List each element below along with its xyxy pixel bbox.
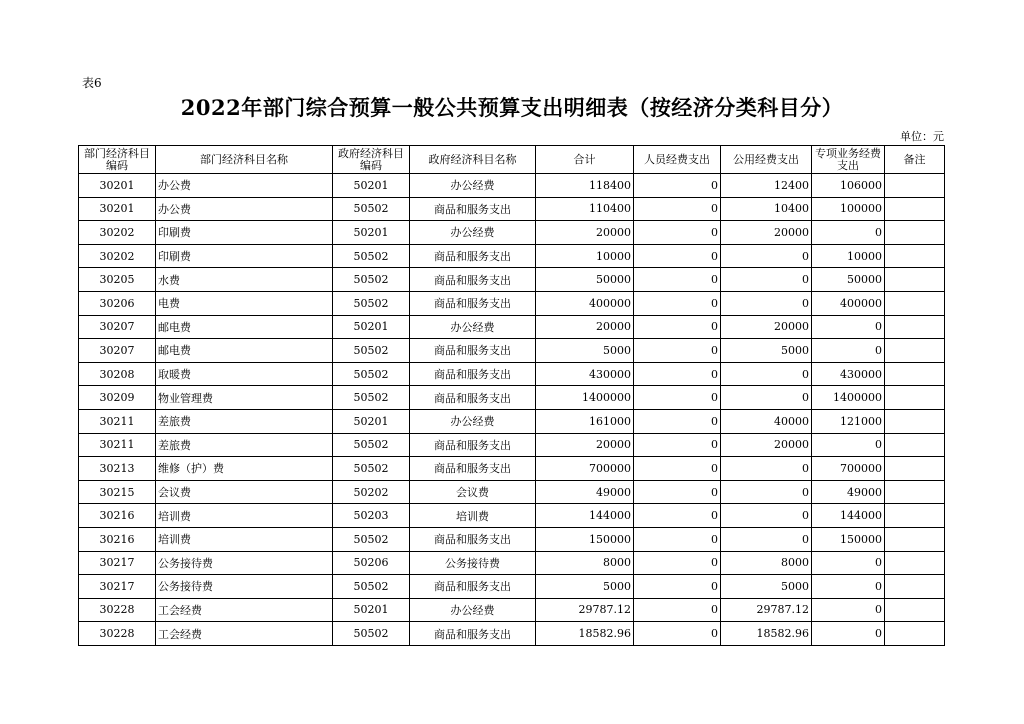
gov-code-cell: 50502 bbox=[333, 386, 410, 410]
dept-name-cell: 差旅费 bbox=[156, 409, 333, 433]
note-cell bbox=[885, 221, 945, 245]
note-cell bbox=[885, 622, 945, 646]
table-body bbox=[79, 174, 945, 646]
personnel-cell: 0 bbox=[634, 457, 721, 481]
gov-code-cell: 50201 bbox=[333, 409, 410, 433]
public-cell: 5000 bbox=[721, 339, 812, 363]
personnel-cell: 0 bbox=[634, 268, 721, 292]
public-cell: 20000 bbox=[721, 221, 812, 245]
dept-name-cell: 差旅费 bbox=[156, 433, 333, 457]
total-cell: 20000 bbox=[536, 221, 634, 245]
table-row bbox=[79, 480, 945, 504]
note-cell bbox=[885, 386, 945, 410]
total-cell: 5000 bbox=[536, 339, 634, 363]
total-cell: 144000 bbox=[536, 504, 634, 528]
dept-name-cell: 邮电费 bbox=[156, 315, 333, 339]
dept-code-cell: 30207 bbox=[79, 315, 156, 339]
total-cell: 20000 bbox=[536, 433, 634, 457]
public-cell: 20000 bbox=[721, 433, 812, 457]
special-cell: 430000 bbox=[812, 362, 885, 386]
public-cell: 0 bbox=[721, 362, 812, 386]
table-row bbox=[79, 174, 945, 198]
personnel-cell: 0 bbox=[634, 480, 721, 504]
table-row bbox=[79, 362, 945, 386]
personnel-cell: 0 bbox=[634, 339, 721, 363]
public-cell: 0 bbox=[721, 504, 812, 528]
dept-code-cell: 30217 bbox=[79, 575, 156, 599]
public-cell: 12400 bbox=[721, 174, 812, 198]
special-cell: 700000 bbox=[812, 457, 885, 481]
note-cell bbox=[885, 409, 945, 433]
dept-name-cell: 水费 bbox=[156, 268, 333, 292]
header-special: 专项业务经费支出 bbox=[812, 146, 885, 174]
dept-name-cell: 公务接待费 bbox=[156, 575, 333, 599]
gov-code-cell: 50502 bbox=[333, 457, 410, 481]
special-cell: 100000 bbox=[812, 197, 885, 221]
public-cell: 5000 bbox=[721, 575, 812, 599]
table-row bbox=[79, 409, 945, 433]
gov-name-cell: 商品和服务支出 bbox=[410, 622, 536, 646]
special-cell: 400000 bbox=[812, 291, 885, 315]
dept-code-cell: 30211 bbox=[79, 409, 156, 433]
total-cell: 10000 bbox=[536, 244, 634, 268]
gov-name-cell: 办公经费 bbox=[410, 174, 536, 198]
note-cell bbox=[885, 244, 945, 268]
total-cell: 20000 bbox=[536, 315, 634, 339]
gov-code-cell: 50502 bbox=[333, 527, 410, 551]
dept-name-cell: 办公费 bbox=[156, 197, 333, 221]
gov-name-cell: 公务接待费 bbox=[410, 551, 536, 575]
gov-code-cell: 50502 bbox=[333, 362, 410, 386]
dept-name-cell: 物业管理费 bbox=[156, 386, 333, 410]
note-cell bbox=[885, 598, 945, 622]
note-cell bbox=[885, 268, 945, 292]
personnel-cell: 0 bbox=[634, 291, 721, 315]
table-row bbox=[79, 457, 945, 481]
dept-code-cell: 30205 bbox=[79, 268, 156, 292]
gov-name-cell: 商品和服务支出 bbox=[410, 291, 536, 315]
personnel-cell: 0 bbox=[634, 433, 721, 457]
personnel-cell: 0 bbox=[634, 598, 721, 622]
dept-name-cell: 维修（护）费 bbox=[156, 457, 333, 481]
special-cell: 0 bbox=[812, 433, 885, 457]
gov-name-cell: 商品和服务支出 bbox=[410, 339, 536, 363]
table-number: 表6 bbox=[82, 76, 102, 90]
table-row bbox=[79, 386, 945, 410]
dept-code-cell: 30202 bbox=[79, 244, 156, 268]
dept-code-cell: 30209 bbox=[79, 386, 156, 410]
public-cell: 0 bbox=[721, 268, 812, 292]
total-cell: 400000 bbox=[536, 291, 634, 315]
gov-name-cell: 商品和服务支出 bbox=[410, 268, 536, 292]
special-cell: 10000 bbox=[812, 244, 885, 268]
special-cell: 50000 bbox=[812, 268, 885, 292]
gov-name-cell: 商品和服务支出 bbox=[410, 362, 536, 386]
personnel-cell: 0 bbox=[634, 174, 721, 198]
dept-code-cell: 30211 bbox=[79, 433, 156, 457]
public-cell: 0 bbox=[721, 291, 812, 315]
dept-code-cell: 30207 bbox=[79, 339, 156, 363]
header-personnel: 人员经费支出 bbox=[634, 146, 721, 174]
gov-code-cell: 50502 bbox=[333, 575, 410, 599]
gov-code-cell: 50502 bbox=[333, 622, 410, 646]
gov-name-cell: 商品和服务支出 bbox=[410, 197, 536, 221]
gov-code-cell: 50502 bbox=[333, 244, 410, 268]
note-cell bbox=[885, 551, 945, 575]
special-cell: 150000 bbox=[812, 527, 885, 551]
unit-label: 单位：元 bbox=[900, 130, 944, 143]
gov-code-cell: 50502 bbox=[333, 433, 410, 457]
total-cell: 110400 bbox=[536, 197, 634, 221]
note-cell bbox=[885, 457, 945, 481]
note-cell bbox=[885, 433, 945, 457]
special-cell: 0 bbox=[812, 598, 885, 622]
table-row bbox=[79, 433, 945, 457]
header-gov-code: 政府经济科目编码 bbox=[333, 146, 410, 174]
table-row bbox=[79, 598, 945, 622]
gov-code-cell: 50201 bbox=[333, 315, 410, 339]
gov-name-cell: 办公经费 bbox=[410, 221, 536, 245]
special-cell: 0 bbox=[812, 315, 885, 339]
dept-name-cell: 办公费 bbox=[156, 174, 333, 198]
table-row bbox=[79, 339, 945, 363]
gov-code-cell: 50502 bbox=[333, 291, 410, 315]
gov-name-cell: 商品和服务支出 bbox=[410, 433, 536, 457]
special-cell: 0 bbox=[812, 551, 885, 575]
personnel-cell: 0 bbox=[634, 504, 721, 528]
special-cell: 0 bbox=[812, 622, 885, 646]
gov-name-cell: 办公经费 bbox=[410, 315, 536, 339]
gov-name-cell: 培训费 bbox=[410, 504, 536, 528]
header-note: 备注 bbox=[885, 146, 945, 174]
table-row bbox=[79, 291, 945, 315]
table-row bbox=[79, 197, 945, 221]
public-cell: 0 bbox=[721, 457, 812, 481]
public-cell: 0 bbox=[721, 480, 812, 504]
public-cell: 10400 bbox=[721, 197, 812, 221]
public-cell: 0 bbox=[721, 244, 812, 268]
personnel-cell: 0 bbox=[634, 197, 721, 221]
dept-code-cell: 30213 bbox=[79, 457, 156, 481]
public-cell: 20000 bbox=[721, 315, 812, 339]
public-cell: 40000 bbox=[721, 409, 812, 433]
dept-code-cell: 30202 bbox=[79, 221, 156, 245]
note-cell bbox=[885, 575, 945, 599]
total-cell: 8000 bbox=[536, 551, 634, 575]
gov-name-cell: 商品和服务支出 bbox=[410, 457, 536, 481]
special-cell: 0 bbox=[812, 221, 885, 245]
gov-code-cell: 50203 bbox=[333, 504, 410, 528]
total-cell: 161000 bbox=[536, 409, 634, 433]
page-title: 2022年部门综合预算一般公共预算支出明细表（按经济分类科目分） bbox=[180, 95, 844, 120]
table-row bbox=[79, 244, 945, 268]
table-row bbox=[79, 268, 945, 292]
note-cell bbox=[885, 197, 945, 221]
personnel-cell: 0 bbox=[634, 386, 721, 410]
gov-name-cell: 办公经费 bbox=[410, 598, 536, 622]
dept-code-cell: 30201 bbox=[79, 197, 156, 221]
special-cell: 49000 bbox=[812, 480, 885, 504]
table-row bbox=[79, 504, 945, 528]
table-row bbox=[79, 575, 945, 599]
gov-name-cell: 会议费 bbox=[410, 480, 536, 504]
dept-name-cell: 印刷费 bbox=[156, 221, 333, 245]
total-cell: 1400000 bbox=[536, 386, 634, 410]
personnel-cell: 0 bbox=[634, 221, 721, 245]
table-row bbox=[79, 527, 945, 551]
note-cell bbox=[885, 174, 945, 198]
dept-code-cell: 30216 bbox=[79, 504, 156, 528]
dept-code-cell: 30206 bbox=[79, 291, 156, 315]
header-gov-name: 政府经济科目名称 bbox=[410, 146, 536, 174]
header-dept-code: 部门经济科目编码 bbox=[79, 146, 156, 174]
table-row bbox=[79, 221, 945, 245]
dept-name-cell: 邮电费 bbox=[156, 339, 333, 363]
personnel-cell: 0 bbox=[634, 244, 721, 268]
gov-name-cell: 商品和服务支出 bbox=[410, 386, 536, 410]
dept-code-cell: 30217 bbox=[79, 551, 156, 575]
dept-code-cell: 30215 bbox=[79, 480, 156, 504]
total-cell: 150000 bbox=[536, 527, 634, 551]
personnel-cell: 0 bbox=[634, 622, 721, 646]
dept-name-cell: 会议费 bbox=[156, 480, 333, 504]
header-total: 合计 bbox=[536, 146, 634, 174]
dept-name-cell: 印刷费 bbox=[156, 244, 333, 268]
total-cell: 5000 bbox=[536, 575, 634, 599]
public-cell: 8000 bbox=[721, 551, 812, 575]
expenditure-table bbox=[78, 145, 945, 646]
dept-name-cell: 公务接待费 bbox=[156, 551, 333, 575]
gov-code-cell: 50502 bbox=[333, 197, 410, 221]
dept-name-cell: 取暖费 bbox=[156, 362, 333, 386]
dept-code-cell: 30201 bbox=[79, 174, 156, 198]
gov-code-cell: 50502 bbox=[333, 268, 410, 292]
dept-name-cell: 培训费 bbox=[156, 504, 333, 528]
gov-code-cell: 50201 bbox=[333, 174, 410, 198]
total-cell: 700000 bbox=[536, 457, 634, 481]
public-cell: 29787.12 bbox=[721, 598, 812, 622]
total-cell: 49000 bbox=[536, 480, 634, 504]
special-cell: 0 bbox=[812, 575, 885, 599]
table-row bbox=[79, 622, 945, 646]
note-cell bbox=[885, 339, 945, 363]
header-dept-name: 部门经济科目名称 bbox=[156, 146, 333, 174]
header-public: 公用经费支出 bbox=[721, 146, 812, 174]
gov-code-cell: 50502 bbox=[333, 339, 410, 363]
dept-name-cell: 电费 bbox=[156, 291, 333, 315]
dept-code-cell: 30228 bbox=[79, 622, 156, 646]
dept-code-cell: 30216 bbox=[79, 527, 156, 551]
gov-name-cell: 商品和服务支出 bbox=[410, 527, 536, 551]
total-cell: 118400 bbox=[536, 174, 634, 198]
special-cell: 144000 bbox=[812, 504, 885, 528]
note-cell bbox=[885, 315, 945, 339]
dept-name-cell: 培训费 bbox=[156, 527, 333, 551]
personnel-cell: 0 bbox=[634, 362, 721, 386]
personnel-cell: 0 bbox=[634, 551, 721, 575]
special-cell: 1400000 bbox=[812, 386, 885, 410]
public-cell: 0 bbox=[721, 527, 812, 551]
dept-code-cell: 30228 bbox=[79, 598, 156, 622]
gov-code-cell: 50201 bbox=[333, 598, 410, 622]
special-cell: 121000 bbox=[812, 409, 885, 433]
gov-name-cell: 商品和服务支出 bbox=[410, 244, 536, 268]
note-cell bbox=[885, 504, 945, 528]
special-cell: 0 bbox=[812, 339, 885, 363]
note-cell bbox=[885, 527, 945, 551]
public-cell: 0 bbox=[721, 386, 812, 410]
gov-code-cell: 50201 bbox=[333, 221, 410, 245]
total-cell: 430000 bbox=[536, 362, 634, 386]
note-cell bbox=[885, 362, 945, 386]
total-cell: 50000 bbox=[536, 268, 634, 292]
dept-name-cell: 工会经费 bbox=[156, 622, 333, 646]
gov-code-cell: 50206 bbox=[333, 551, 410, 575]
gov-name-cell: 商品和服务支出 bbox=[410, 575, 536, 599]
total-cell: 18582.96 bbox=[536, 622, 634, 646]
note-cell bbox=[885, 291, 945, 315]
dept-code-cell: 30208 bbox=[79, 362, 156, 386]
gov-name-cell: 办公经费 bbox=[410, 409, 536, 433]
table-row bbox=[79, 315, 945, 339]
note-cell bbox=[885, 480, 945, 504]
public-cell: 18582.96 bbox=[721, 622, 812, 646]
personnel-cell: 0 bbox=[634, 315, 721, 339]
personnel-cell: 0 bbox=[634, 527, 721, 551]
special-cell: 106000 bbox=[812, 174, 885, 198]
gov-code-cell: 50202 bbox=[333, 480, 410, 504]
personnel-cell: 0 bbox=[634, 575, 721, 599]
dept-name-cell: 工会经费 bbox=[156, 598, 333, 622]
personnel-cell: 0 bbox=[634, 409, 721, 433]
table-header-row bbox=[79, 146, 945, 174]
total-cell: 29787.12 bbox=[536, 598, 634, 622]
table-row bbox=[79, 551, 945, 575]
